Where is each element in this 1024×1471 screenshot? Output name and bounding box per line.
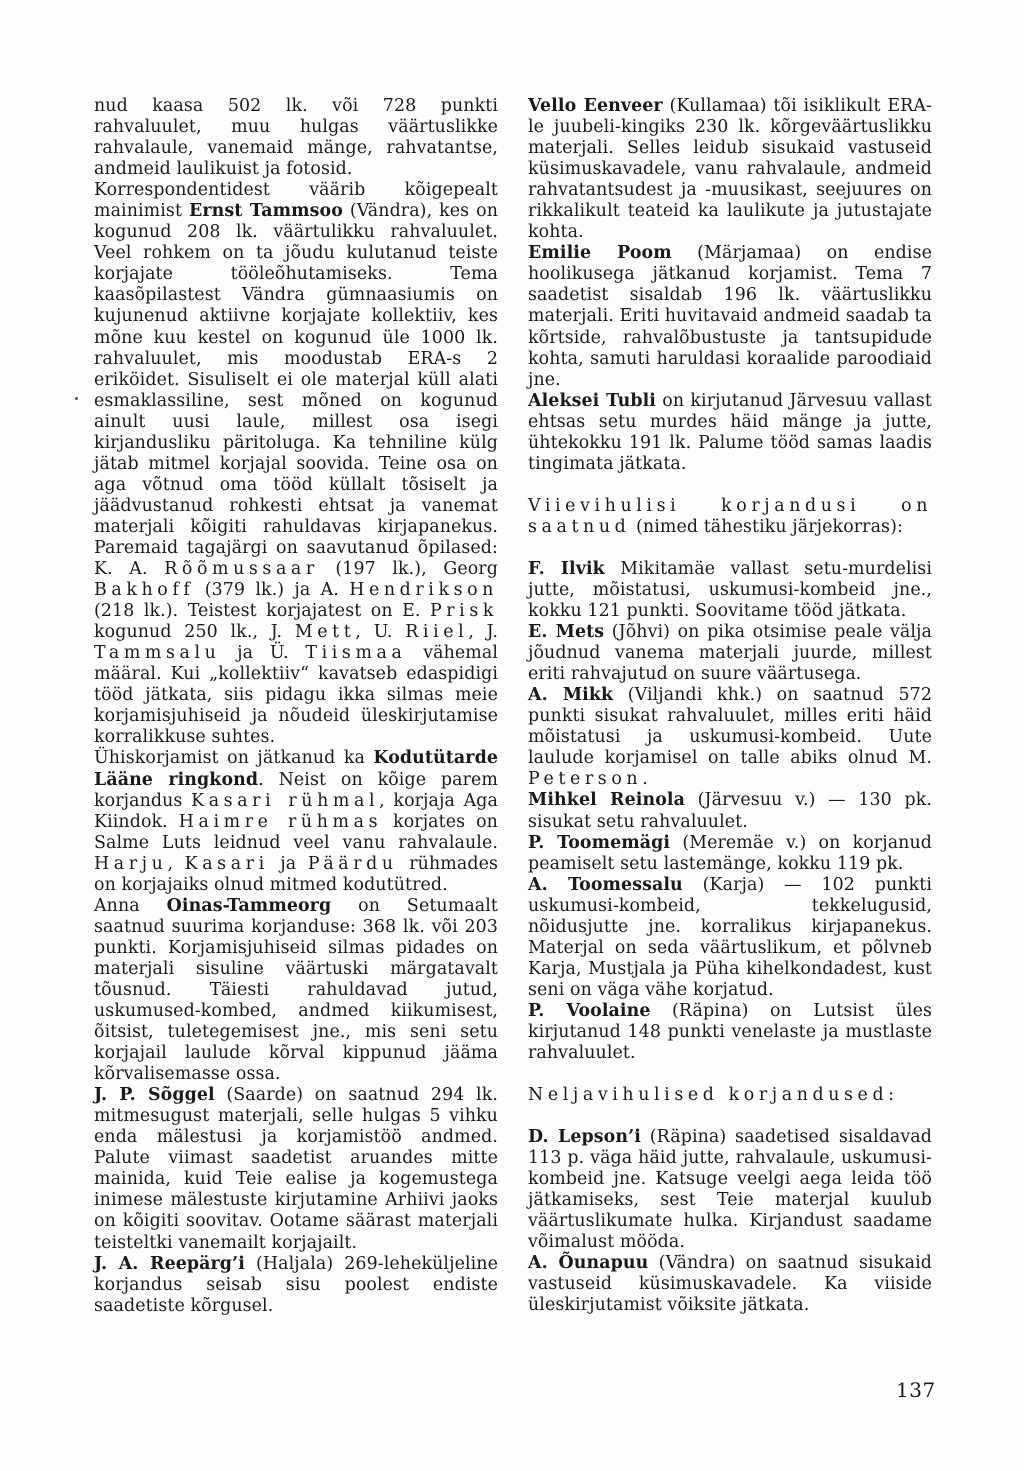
paragraph: [528, 1127, 932, 1253]
paragraph: [94, 96, 498, 180]
print-speck: [75, 397, 78, 400]
text-run: (Haljala) 269-leheküljeline korjandus seisab sisu poolest endiste saadetiste kõrgusel.: [94, 1253, 498, 1316]
bold-name: J. A. Reepärg’i: [94, 1253, 245, 1274]
paragraph: [528, 559, 932, 622]
bold-name: A. Mikk: [528, 685, 614, 706]
bold-name: P. Toomemägi: [528, 832, 671, 853]
spaced-name: Rõõmussaar: [164, 559, 319, 580]
text-run: (Meremäe v.) on korjanud peamiselt setu lastemänge, kokku 119 pk.: [528, 832, 932, 874]
bold-name: Oinas-Tammeorg: [166, 895, 332, 916]
paragraph: [94, 180, 498, 748]
spaced-name: Bakhoff: [94, 580, 195, 601]
bold-name: A. Toomessalu: [528, 874, 683, 895]
bold-name: A. Õunapuu: [528, 1253, 649, 1274]
bold-name: D. Lepson’i: [528, 1127, 641, 1148]
text-run: . Neist on kõige parem korjandus: [94, 769, 499, 811]
paragraph: [528, 790, 932, 832]
text-run: .: [642, 769, 648, 790]
paragraph: [528, 391, 932, 475]
spaced-name: Kasari rühmal: [191, 790, 380, 811]
text-run: (Räpina) saadetised sisaldavad 113 p. väga häid jutte, rahvalaule, uskumusi-kombeid jne. Katsuge veelgi aega leida töö jätkamiseks, sest Teie materjal kuulub väärtuslikumate hulka. Kirjandust saadame võimalust mööda.: [528, 1127, 932, 1253]
text-run: (Märjamaa) on endise hoolikusega jätkanud korjamist. Tema 7 saadetist sisaldab 196 lk. väärtuslikku materjali. Eriti huvitavaid andmeid saadab ta kõrtside, rahvalõbustuste ja tantsupidude kohta, samuti haruldasi koraalide paroodiaid jne.: [528, 243, 932, 390]
bold-name: Emilie Poom: [528, 243, 672, 264]
bold-name: E. Mets: [528, 622, 605, 643]
spaced-name: Hendrikson: [349, 580, 498, 601]
text-run: (197 lk.), Georg: [318, 559, 498, 580]
spaced-name: Tiismaa: [305, 643, 407, 664]
text-run: Korrespondentidest väärib kõigepealt mainimist: [94, 180, 498, 222]
text-run: (Viljandi khk.) on saatnud 572 punkti sisukat rahvaluulet, milles eriti häid mõistatusi ja uskumusi-kombeid. Uute laulude korjamisel on talle abiks olnud M.: [528, 685, 932, 769]
paragraph: [528, 243, 932, 390]
text-run: korjates on Salme Luts leidnud veel vanu rahvalaule.: [94, 811, 498, 853]
text-run: ,: [167, 853, 185, 874]
paragraph: [94, 748, 498, 895]
paragraph: [94, 896, 498, 1085]
bold-name: Ernst Tammsoo: [189, 201, 343, 222]
paragraph: [528, 1253, 932, 1316]
text-run: (Vändra), kes on kogunud 208 lk. väärtulikku rahvaluulet. Veel rohkem on ta jõudu kulutanud teiste korjajate tööleõhutamiseks. Tema kaasõpilastest Vändra gümnaasiumis on kujunenud aktiivne korjajate kollektiiv, kes mõne kuu kestel on kogunud üle 1000 lk. rahvaluulet, mis moodustab ERA-s 2 eriköidet. Sisuliselt ei ole materjal küll alati esmaklassiline, sest mõned on kogunud ainult uusi laule, millest osa isegi kirjandusliku päritoluga. Ka tehniline külg jätab mitmel korjajal soovida. Teine osa on aga võtnud oma tööd küllalt tõsiselt ja jäädvustanud rohkesti ehtsat ja vanemat materjali kõigiti rahuldavas kirjapanekus. Paremaid tagajärgi on saavutanud õpilased: K. A.: [94, 201, 499, 580]
spaced-name: Haimre rühmas: [178, 811, 383, 832]
text-run: (379 lk.) ja A.: [194, 580, 350, 601]
text-run: , J.: [468, 622, 499, 643]
text-run: on Setumaalt saatnud suurima korjanduse: 368 lk. või 203 punkti. Korjamisjuhiseid silmas pidades on materjali sisuline väärtuski märgatavalt tõusnud. Täiesti rahuldavad jutud, uskumused-kombed, andmed kiikumisest, õitsist, tuletegemisest jne., mis seni setu korjajail laulude kõrval kippunud jääma kõrvalisemasse ossa.: [94, 895, 499, 1085]
paragraph: [528, 1001, 932, 1064]
text-run: vähemal määral. Kui „kollektiiv“ kavatseb edaspidigi tööd jätkata, siis pidagu ikka silmas meie korjamisjuhiseid ja nõudeid üleskirjutamise korralikkuse suhtes.: [94, 643, 498, 748]
spaced-name: Harju: [94, 853, 168, 874]
page-number: 137: [896, 1378, 936, 1402]
text-run: (Jõhvi) on pika otsimise peale välja jõudnud vanema materjali juurde, millest eriti rahvajutud on suure väärtusega.: [528, 622, 932, 685]
bold-name: Vello Eenveer: [528, 96, 663, 116]
spaced-name: Kasari: [184, 853, 269, 874]
spaced-name: Mett: [294, 622, 356, 643]
paragraph: [528, 1085, 932, 1106]
text-run: nud kaasa 502 lk. või 728 punkti rahvaluulet, muu hulgas väärtuslikke rahvalaule, vanemaid mänge, rahvatantse, andmeid laulikuist ja fotosid.: [94, 96, 498, 180]
right-column: [528, 96, 932, 1317]
text-run: (218 lk.). Teistest korjajatest on E.: [94, 601, 430, 622]
text-run: kogunud 250 lk., J.: [94, 622, 295, 643]
text-run: ja Ü.: [220, 643, 306, 664]
text-run: (Saarde) on saatnud 294 lk. mitmesugust materjali, selle hulgas 5 vihku enda mälestusi ja korjamistöö andmed. Palute viimast saadetist aruandes mitte mainida, kuid Teie ealise ja kogemustega inimese mälestuste kirjutamine Arhiivi jaoks on kõigiti soovitav. Ootame säärast materjali teisteltki vanemailt korjajailt.: [94, 1085, 498, 1253]
text-run: ja: [268, 853, 308, 874]
text-run: (Räpina) on Lutsist üles kirjutanud 148 punkti venelaste ja mustlaste rahvaluulet.: [528, 1000, 932, 1064]
spaced-name: Riiel: [405, 622, 469, 643]
left-column: [94, 96, 498, 1317]
text-run: (Järvesuu v.) — 130 pk. sisukat setu rahvaluulet.: [528, 790, 932, 832]
text-run: rühmades on korjajaiks olnud mitmed kodutütred.: [94, 853, 498, 895]
text-run: (nimed tähestiku järjekorras):: [630, 516, 903, 537]
spaced-name: Viievihulisi korjandusi on saatnud: [528, 495, 932, 537]
bold-name: P. Voolaine: [528, 1000, 651, 1021]
paragraph: [528, 496, 932, 538]
text-run: (Kullamaa) tõi isiklikult ERA-le juubeli-kingiks 230 lk. kõrgeväärtuslikku materjali. Selles leidub sisukaid vastuseid küsimuskavadele, vanu rahvalaule, andmeid rahvatantsudest ja -muusikast, seejuures on rikkalikult teateid ka laulikute ja jutustajate kohta.: [528, 96, 932, 243]
text-run: , korjaja Aga Kiindok.: [94, 790, 498, 832]
text-run: Anna: [94, 895, 167, 916]
bold-name: Kodutütarde Lääne ringkond: [94, 748, 498, 790]
text-run: Mikitamäe vallast setu-murdelisi jutte, mõistatusi, uskumusi-kombeid jne., kokku 121 punkti. Soovitame tööd jätkata.: [528, 558, 932, 622]
bold-name: Mihkel Reinola: [528, 790, 685, 811]
text-run: (Karja) — 102 punkti uskumusi-kombeid, tekkelugusid, nõidusjutte jne. korralikus kirjapanekus. Materjal on seda väärtuslikum, et põlvneb Karja, Mustjala ja Püha kihelkondadest, kust seni on väga vähe korjatud.: [528, 874, 932, 1000]
text-run: (Vändra) on saatnud sisukaid vastuseid küsimuskavadele. Ka viiside üleskirjutamist võiksite jätkata.: [528, 1253, 932, 1316]
bold-name: Aleksei Tubli: [528, 390, 657, 411]
bold-name: J. P. Sõggel: [94, 1085, 215, 1106]
paragraph: [528, 685, 932, 790]
paragraph: [528, 622, 932, 685]
spaced-name: Peterson: [528, 769, 643, 790]
paragraph: [94, 1085, 498, 1253]
paragraph: [528, 875, 932, 1001]
text-run: on kirjutanud Järvesuu vallast ehtsas setu murdes häid mänge ja jutte, ühtekokku 191 lk. Palume tööd samas laadis tingimata jätkata.: [528, 390, 932, 474]
spaced-name: Päärdu: [307, 853, 398, 874]
paragraph: [94, 1254, 498, 1317]
spaced-name: Neljavihulised korjandused:: [528, 1085, 899, 1106]
paragraph: [528, 833, 932, 875]
spaced-name: Prisk: [429, 601, 498, 622]
text-run: , U.: [355, 622, 406, 643]
text-run: Ühiskorjamist on jätkanud ka: [94, 748, 374, 769]
paragraph: [528, 96, 932, 243]
spaced-name: Tammsalu: [94, 643, 221, 664]
bold-name: F. Ilvik: [528, 558, 605, 579]
